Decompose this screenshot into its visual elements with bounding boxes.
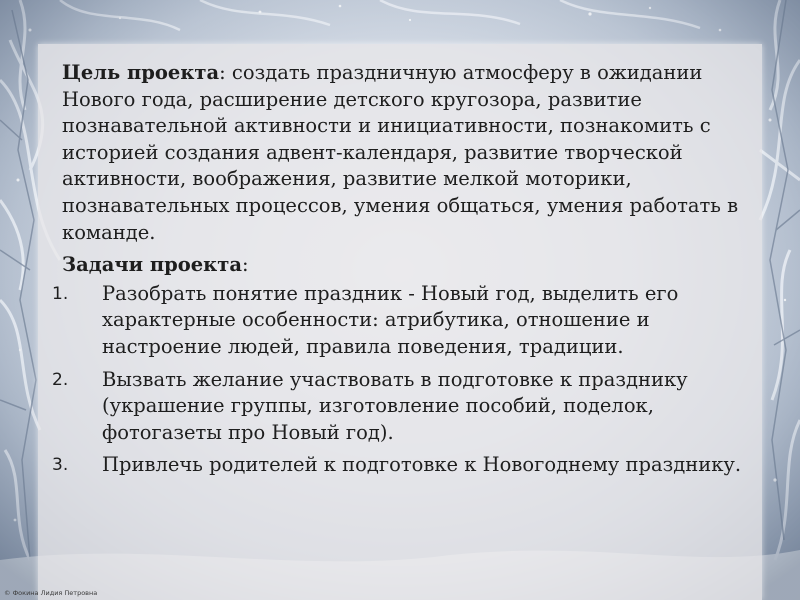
task-number: 3.: [52, 455, 69, 476]
tasks-heading-line: [62, 252, 752, 279]
task-text: Привлечь родителей к подготовке к Новогоднему празднику.: [102, 453, 742, 477]
slide-content: [52, 60, 752, 485]
author-credit: © Фокина Лидия Петровна: [4, 589, 98, 597]
task-text: Вызвать желание участвовать в подготовке к празднику (украшение группы, изготовление пособий, поделок, фотогазеты про Новый год).: [102, 367, 688, 444]
task-item: [52, 281, 752, 361]
tasks-list: [52, 281, 752, 479]
task-item: [52, 452, 752, 479]
goal-text: : создать праздничную атмосферу в ожидании Нового года, расширение детского кругозора, развитие познавательной активности и инициативности, познакомить с историей создания адвент-календаря, развитие творческой активности, воображения, развитие мелкой моторики, познавательных процессов, умения общаться, умения работать в команде.: [62, 61, 739, 244]
goal-heading: Цель проекта: [62, 61, 220, 84]
task-number: 1.: [52, 283, 69, 304]
task-text: Разобрать понятие праздник - Новый год, выделить его характерные особенности: атрибутика, отношение и настроение людей, правила поведения, традиции.: [102, 281, 679, 358]
tasks-heading: Задачи проекта: [62, 253, 242, 277]
task-item: [52, 367, 752, 447]
tasks-heading-colon: :: [241, 253, 249, 277]
task-number: 2.: [52, 369, 69, 390]
project-goal-paragraph: [62, 60, 752, 246]
